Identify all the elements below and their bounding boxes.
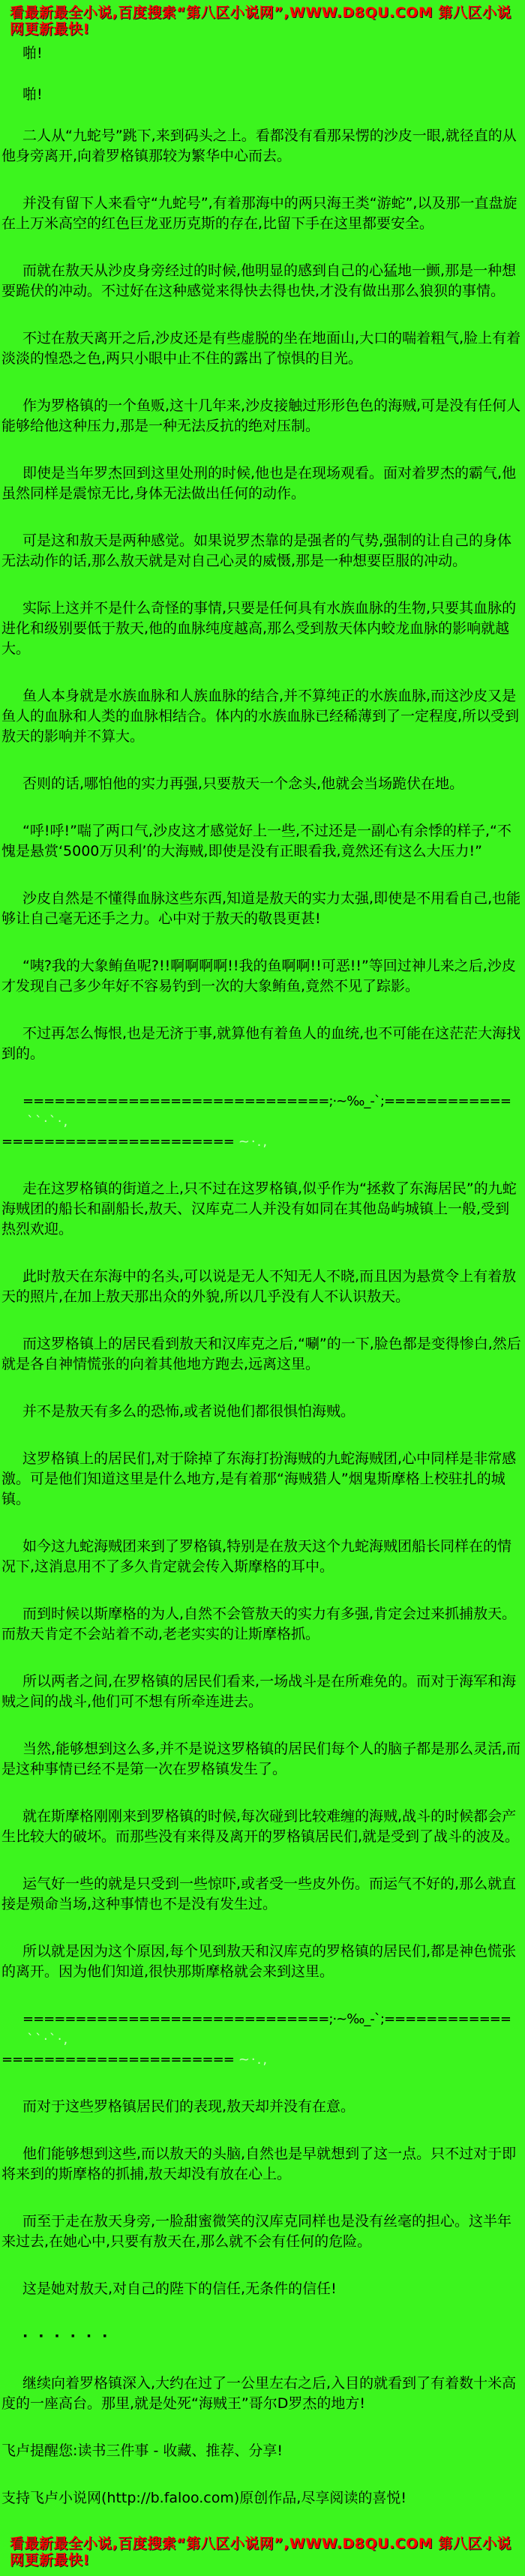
novel-text bbox=[2, 43, 523, 2414]
paragraph: 这是她对敖天,对自己的陛下的信任,无条件的信任! bbox=[22, 2281, 337, 2297]
paragraph: 鱼人本身就是水族血脉和人族血脉的结合,并不算纯正的水族血脉,而这沙皮又是鱼人的血脉和人类的血脉相结合。体内的水族血脉已经稀薄到了一定程度,所以受到敖天的影响并不算大。 bbox=[2, 688, 520, 745]
promo-banner-bottom: 看最新最全小说,百度搜索“第八区小说网”,WWW.D8QU.COM 第八区小说网更新最快! bbox=[10, 2536, 512, 2569]
paragraph: 实际上这并不是什么奇怪的事情,只要是任何具有水族血脉的生物,只要其血脉的进化和级别要低于敖天,他的血脉纯度越高,那么受到敖天体内蛟龙血脉的影响就越大。 bbox=[2, 600, 517, 657]
paragraph: 就在斯摩格刚刚来到罗格镇的时候,每次碰到比较难缠的海贼,战斗的时候都会产生比较大的破坏。而那些没有来得及离开的罗格镇居民们,就是受到了战斗的波及。 bbox=[2, 1808, 520, 1845]
paragraph: 而这罗格镇上的居民看到敖天和汉库克之后,“唰”的一下,脸色都是变得惨白,然后就是各自神情慌张的向着其他地方跑去,远离这里。 bbox=[2, 1336, 521, 1372]
faloo-reminder: 飞卢提醒您:读书三件事 - 收藏、推荐、分享! bbox=[2, 2443, 283, 2459]
paragraph: 这罗格镇上的居民们,对于除掉了东海打扮海贼的九蛇海贼团,心中同样是非常感激。可是他们知道这里是什么地方,是有着那“海贼猎人”烟鬼斯摩格上校驻扎的城镇。 bbox=[2, 1450, 517, 1507]
paragraph: “呼!呼!”喘了两口气,沙皮这才感觉好上一些,不过还是一副心有余悸的样子,“不愧是悬赏‘5000万贝利’的大海贼,即使是没有正眼看我,竟然还有这么大压力!” bbox=[2, 823, 512, 859]
paragraph: 此时敖天在东海中的名头,可以说是无人不知无人不晓,而且因为悬赏令上有着敖天的照片,在加上敖天那出众的外貌,所以几乎没有人不认识敖天。 bbox=[2, 1268, 517, 1305]
paragraph: 而就在敖天从沙皮身旁经过的时候,他明显的感到自己的心猛地一颤,那是一种想要跪伏的冲动。不过好在这种感觉来得快去得也快,才没有做出那么狼狈的事情。 bbox=[2, 262, 517, 299]
paragraph: 不过在敖天离开之后,沙皮还是有些虚脱的坐在地面山,大口的喘着粗气,脸上有着淡淡的惶恐之色,两只小眼中止不住的露出了惊惧的目光。 bbox=[2, 330, 521, 367]
paragraph: 运气好一些的就是只受到一些惊吓,或者受一些皮外伤。而运气不好的,那么就直接是殒命当场,这种事情也不是没有发生过。 bbox=[2, 1876, 517, 1912]
paragraph: 可是这和敖天是两种感觉。如果说罗杰靠的是强者的气势,强制的让自己的身体无法动作的话,那么敖天就是对自己心灵的威慑,那是一种想要臣服的冲动。 bbox=[2, 532, 512, 569]
paragraph: 沙皮自然是不懂得血脉这些东西,知道是敖天的实力太强,即使是不用看自己,也能够让自己毫无还手之力。心中对于敖天的敬畏更甚! bbox=[2, 890, 521, 927]
paragraph: 啪! bbox=[22, 86, 43, 103]
paragraph: 而对于这些罗格镇居民们的表现,敖天却并没有在意。 bbox=[22, 2098, 356, 2115]
separator-line: =============================;·~‰_-`;============``·`·, ====================== ~·., bbox=[2, 1093, 511, 1150]
paragraph: 而到时候以斯摩格的为人,自然不会管敖天的实力有多强,肯定会过来抓捕敖天。而敖天肯定不会站着不动,老老实实的让斯摩格抓。 bbox=[2, 1606, 517, 1642]
paragraph: 当然,能够想到这么多,并不是说这罗格镇的居民们每个人的脑子都是那么灵活,而是这种事情已经不是第一次在罗格镇发生了。 bbox=[2, 1741, 521, 1777]
paragraph: 走在这罗格镇的街道之上,只不过在这罗格镇,似乎作为“拯救了东海居民”的九蛇海贼团的船长和副船长,敖天、汉库克二人并没有如同在其他岛屿城镇上一般,受到热烈欢迎。 bbox=[2, 1180, 517, 1237]
paragraph: 所以就是因为这个原因,每个见到敖天和汉库克的罗格镇的居民们,都是神色慌张的离开。因为他们知道,很快那斯摩格就会来到这里。 bbox=[2, 1943, 517, 1980]
paragraph: 不过再怎么悔恨,也是无济于事,就算他有着鱼人的血统,也不可能在这茫茫大海找到的。 bbox=[2, 1025, 521, 1062]
paragraph: “咦?我的大象鲔鱼呢?!!啊啊啊啊!!我的鱼啊啊!!可恶!!”等回过神儿来之后,沙皮才发现自己多少年好不容易钓到一次的大象鲔鱼,竟然不见了踪影。 bbox=[2, 958, 516, 994]
paragraph: 并不是敖天有多么的恐怖,或者说他们都很惧怕海贼。 bbox=[22, 1403, 356, 1420]
paragraph: 他们能够想到这些,而以敖天的头脑,自然也是早就想到了这一点。只不过对于即将来到的斯摩格的抓捕,敖天却没有放在心上。 bbox=[2, 2146, 517, 2182]
paragraph: 否则的话,哪怕他的实力再强,只要敖天一个念头,他就会当场跪伏在地。 bbox=[22, 775, 464, 792]
paragraph: 作为罗格镇的一个鱼贩,这十几年来,沙皮接触过形形色色的海贼,可是没有任何人能够给他这种压力,那是一种无法反抗的绝对压制。 bbox=[2, 397, 521, 434]
paragraph: 所以两者之间,在罗格镇的居民们看来,一场战斗是在所难免的。而对于海军和海贼之间的战斗,他们可不想有所牵连进去。 bbox=[2, 1673, 517, 1710]
ellipsis-dots: ······ bbox=[22, 2328, 118, 2344]
paragraph: 并没有留下人来看守“九蛇号”,有着那海中的两只海王类“游蛇”,以及那一直盘旋在上万米高空的红色巨龙亚历克斯的存在,比留下手在这里都要安全。 bbox=[2, 195, 518, 232]
paragraph: 继续向着罗格镇深入,大约在过了一公里左右之后,入目的就看到了有着数十米高度的一座高台。那里,就是处死“海贼王”哥尔D罗杰的地方! bbox=[2, 2375, 517, 2412]
promo-banner-top: 看最新最全小说,百度搜索“第八区小说网”,WWW.D8QU.COM 第八区小说网更新最快! bbox=[10, 4, 512, 37]
paragraph: 啪! bbox=[22, 45, 43, 61]
paragraph: 如今这九蛇海贼团来到了罗格镇,特别是在敖天这个九蛇海贼团船长同样在的情况下,这消息用不了多久肯定就会传入斯摩格的耳中。 bbox=[2, 1538, 512, 1575]
separator-line: =============================;·~‰_-`;============``·`·, ====================== ~·., bbox=[2, 2011, 511, 2068]
faloo-support-link: 支持飞卢小说网(http://b.faloo.com)原创作品,尽享阅读的喜悦! bbox=[2, 2490, 406, 2506]
paragraph: 而至于走在敖天身旁,一脸甜蜜微笑的汉库克同样也是没有丝毫的担心。这半年来过去,在她心中,只要有敖天在,那么就不会有任何的危险。 bbox=[2, 2213, 512, 2250]
paragraph: 二人从“九蛇号”跳下,来到码头之上。看都没有看那呆愣的沙皮一眼,就径直的从他身旁离开,向着罗格镇那较为繁华中心而去。 bbox=[2, 127, 517, 164]
paragraph: 即使是当年罗杰回到这里处刑的时候,他也是在现场观看。面对着罗杰的霸气,他虽然同样是震惊无比,身体无法做出任何的动作。 bbox=[2, 465, 517, 502]
